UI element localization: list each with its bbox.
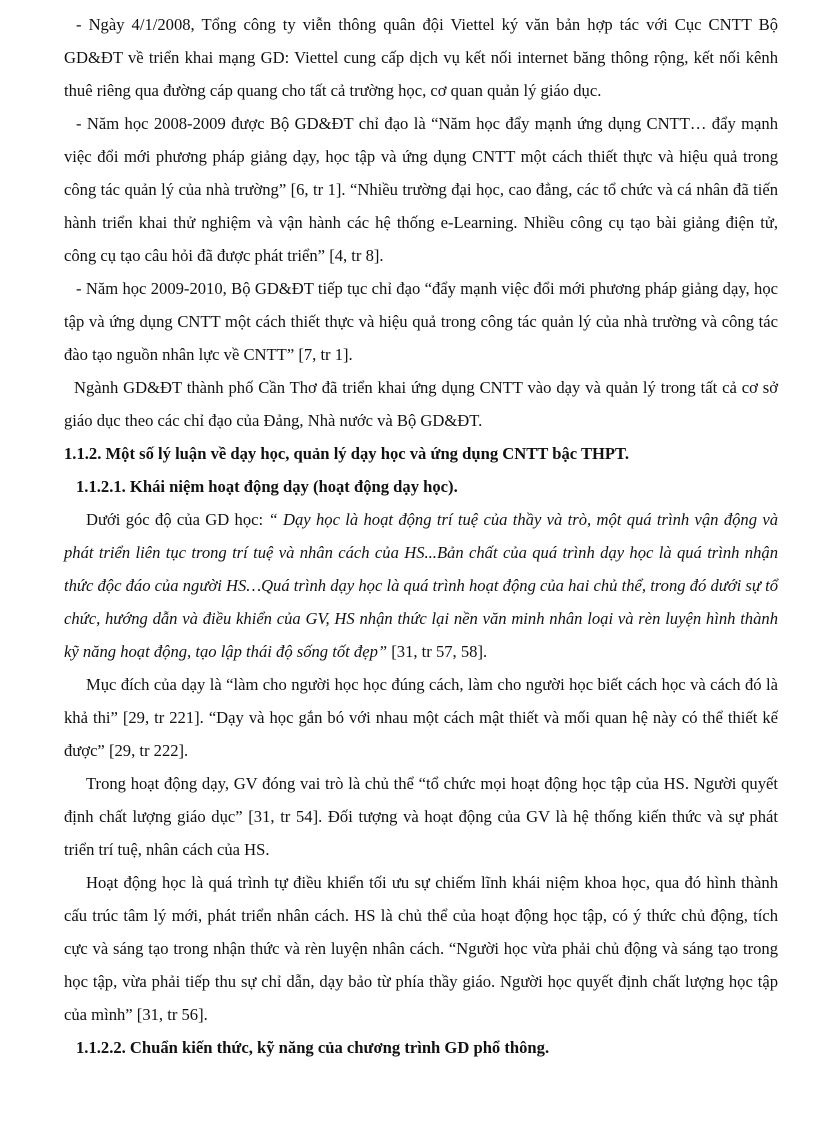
definition-lead: Dưới góc độ của GD học: bbox=[86, 510, 269, 529]
paragraph-definition bbox=[64, 503, 778, 668]
paragraph-2009-2010: - Năm học 2009-2010, Bộ GD&ĐT tiếp tục chỉ đạo “đẩy mạnh việc đổi mới phương pháp giảng dạy, học tập và ứng dụng CNTT một cách thiết thực và hiệu quả trong công tác quản lý của nhà trường và công tác đào tạo nguồn nhân lực về CNTT” [7, tr 1]. bbox=[64, 279, 778, 364]
document-page bbox=[64, 8, 778, 1064]
definition-reference: [31, tr 57, 58]. bbox=[387, 642, 488, 661]
section-heading-1-1-2-1: 1.1.2.1. Khái niệm hoạt động dạy (hoạt động dạy học). bbox=[76, 477, 458, 496]
section-heading-1-1-2-2: 1.1.2.2. Chuẩn kiến thức, kỹ năng của chương trình GD phổ thông. bbox=[76, 1038, 550, 1057]
paragraph-learning-activity: Hoạt động học là quá trình tự điều khiển tối ưu sự chiếm lĩnh khái niệm khoa học, qua đó hình thành cấu trúc tâm lý mới, phát triển nhân cách. HS là chủ thể của hoạt động học tập, có ý thức chủ động, tích cực và sáng tạo trong nhận thức và rèn luyện nhân cách. “Người học vừa phải chủ động và sáng tạo trong học tập, vừa phải tiếp thu sự chỉ dẫn, dạy bảo từ phía thầy giáo. Người học quyết định chất lượng học tập của mình” [31, tr 56]. bbox=[64, 873, 778, 1024]
section-heading-1-1-2: 1.1.2. Một số lý luận về dạy học, quản lý dạy học và ứng dụng CNTT bậc THPT. bbox=[64, 444, 630, 463]
definition-quote: “ Dạy học là hoạt động trí tuệ của thầy và trò, một quá trình vận động và phát triển liên tục trong trí tuệ và nhân cách của HS...Bản chất của quá trình dạy học là quá trình nhận thức độc đáo của người HS…Quá trình dạy học là quá trình hoạt động của hai chủ thể, trong đó dưới sự tổ chức, hướng dẫn và điều khiển của GV, HS nhận thức lại nền văn minh nhân loại và rèn luyện hình thành kỹ năng hoạt động, tạo lập thái độ sống tốt đẹp” bbox=[64, 510, 778, 661]
paragraph-can-tho: Ngành GD&ĐT thành phố Cần Thơ đã triển khai ứng dụng CNTT vào dạy và quản lý trong tất cả cơ sở giáo dục theo các chỉ đạo của Đảng, Nhà nước và Bộ GD&ĐT. bbox=[64, 378, 778, 430]
paragraph-2008-2009: - Năm học 2008-2009 được Bộ GD&ĐT chỉ đạo là “Năm học đẩy mạnh ứng dụng CNTT… đẩy mạnh việc đổi mới phương pháp giảng dạy, học tập và ứng dụng CNTT một cách thiết thực và hiệu quả trong công tác quản lý của nhà trường” [6, tr 1]. “Nhiều trường đại học, cao đẳng, các tổ chức và cá nhân đã tiến hành triển khai thử nghiệm và vận hành các hệ thống e-Learning. Nhiều công cụ tạo bài giảng điện tử, công cụ tạo câu hỏi đã được phát triển” [4, tr 8]. bbox=[64, 114, 778, 265]
paragraph-teacher-role: Trong hoạt động dạy, GV đóng vai trò là chủ thể “tổ chức mọi hoạt động học tập của HS. Người quyết định chất lượng giáo dục” [31, tr 54]. Đối tượng và hoạt động của GV là hệ thống kiến thức và sự phát triển trí tuệ, nhân cách của HS. bbox=[64, 774, 778, 859]
paragraph-purpose: Mục đích của dạy là “làm cho người học học đúng cách, làm cho người học biết cách học và cách đó là khả thi” [29, tr 221]. “Dạy và học gắn bó với nhau một cách mật thiết và mối quan hệ này có thể thiết kế được” [29, tr 222]. bbox=[64, 675, 778, 760]
paragraph-viettel: - Ngày 4/1/2008, Tổng công ty viễn thông quân đội Viettel ký văn bản hợp tác với Cục CNTT Bộ GD&ĐT về triển khai mạng GD: Viettel cung cấp dịch vụ kết nối internet băng thông rộng, kết nối kênh thuê riêng qua đường cáp quang cho tất cả trường học, cơ quan quản lý giáo dục. bbox=[64, 15, 778, 100]
